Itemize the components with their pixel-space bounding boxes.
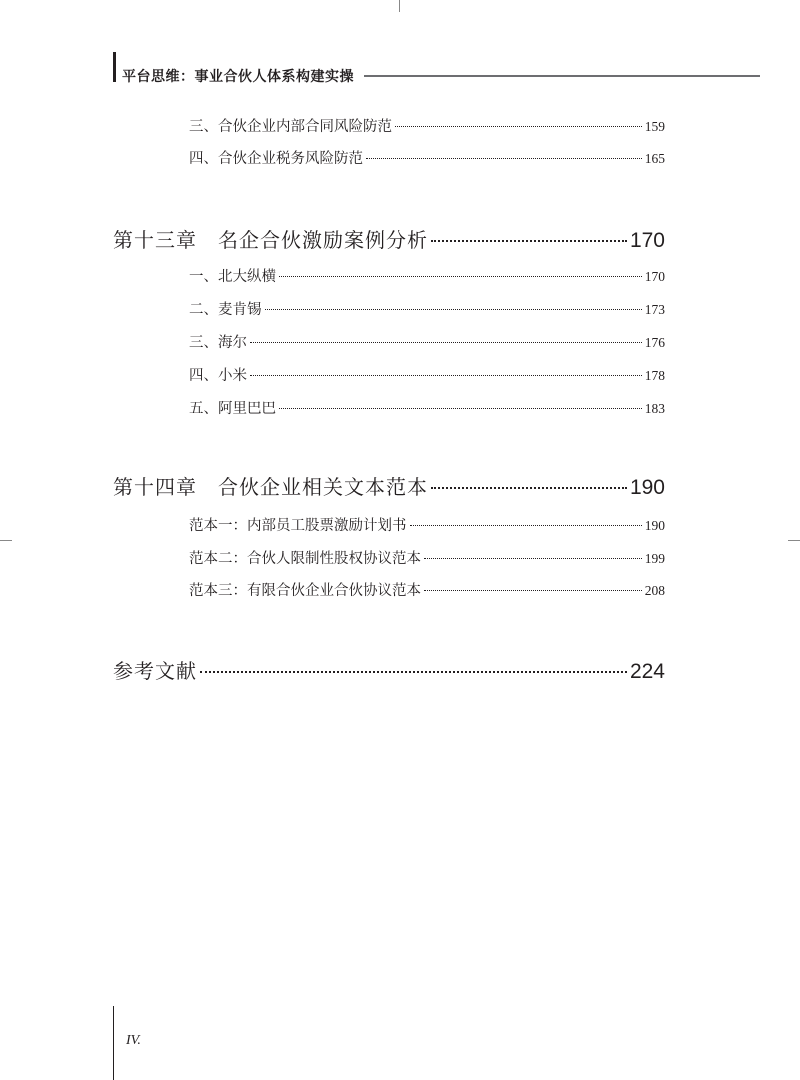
chapter-title: 第十四章 合伙企业相关文本范本 [113, 475, 428, 499]
header-bar [113, 52, 116, 82]
toc-entry-label: 四、合伙企业税务风险防范 [189, 151, 363, 167]
crop-mark-right [788, 540, 800, 541]
dot-leader [366, 158, 642, 159]
references-page: 224 [629, 660, 665, 683]
dot-leader [279, 408, 642, 409]
running-header [122, 66, 760, 86]
toc-entry-page: 165 [644, 151, 665, 166]
toc-entry[interactable] [189, 547, 665, 568]
toc-entry[interactable] [189, 331, 665, 352]
toc-entry-page: 159 [644, 119, 665, 134]
toc-entry-page: 208 [644, 583, 665, 598]
dot-leader [250, 342, 642, 343]
toc-entry[interactable] [189, 514, 665, 535]
book-title: 平台思维：事业合伙人体系构建实操 [122, 69, 354, 85]
margin-rule [113, 1006, 114, 1080]
toc-entry[interactable] [189, 364, 665, 385]
chapter-page: 190 [629, 476, 665, 499]
toc-entry[interactable] [189, 115, 665, 136]
toc-entry-label: 四、小米 [189, 368, 247, 384]
toc-entry-page: 173 [644, 302, 665, 317]
toc-entry-label: 一、北大纵横 [189, 269, 276, 285]
dot-leader [250, 375, 642, 376]
toc-entry-page: 178 [644, 368, 665, 383]
toc-entry[interactable] [189, 265, 665, 286]
chapter-title: 第十三章 名企合伙激励案例分析 [113, 228, 428, 252]
dot-leader [424, 590, 642, 591]
toc-entry-page: 199 [644, 551, 665, 566]
chapter-page: 170 [629, 229, 665, 252]
toc-entry-page: 170 [644, 269, 665, 284]
dot-leader [200, 671, 627, 673]
page-folio: IV. [126, 1033, 141, 1048]
toc-entry-page: 190 [644, 518, 665, 533]
toc-entry[interactable] [189, 298, 665, 319]
toc-references[interactable] [113, 655, 665, 684]
dot-leader [431, 240, 627, 242]
toc-entry[interactable] [189, 579, 665, 600]
dot-leader [424, 558, 642, 559]
toc-entry-label: 三、海尔 [189, 335, 247, 351]
toc-entry-label: 三、合伙企业内部合同风险防范 [189, 119, 392, 135]
dot-leader [410, 525, 642, 526]
toc-chapter-13[interactable] [113, 224, 665, 253]
header-rule [364, 75, 760, 77]
crop-mark-top [399, 0, 400, 12]
dot-leader [265, 309, 642, 310]
crop-mark-left [0, 540, 12, 541]
toc-entry-label: 范本三：有限合伙企业合伙协议范本 [189, 583, 421, 599]
references-title: 参考文献 [113, 659, 197, 683]
toc-entry-label: 范本一：内部员工股票激励计划书 [189, 518, 407, 534]
toc-entry[interactable] [189, 147, 665, 168]
toc-entry[interactable] [189, 397, 665, 418]
toc-chapter-14[interactable] [113, 471, 665, 500]
toc-entry-label: 范本二：合伙人限制性股权协议范本 [189, 551, 421, 567]
dot-leader [431, 487, 627, 489]
toc-entry-label: 二、麦肯锡 [189, 302, 262, 318]
toc-entry-page: 176 [644, 335, 665, 350]
dot-leader [279, 276, 642, 277]
toc-entry-label: 五、阿里巴巴 [189, 401, 276, 417]
toc-entry-page: 183 [644, 401, 665, 416]
dot-leader [395, 126, 642, 127]
